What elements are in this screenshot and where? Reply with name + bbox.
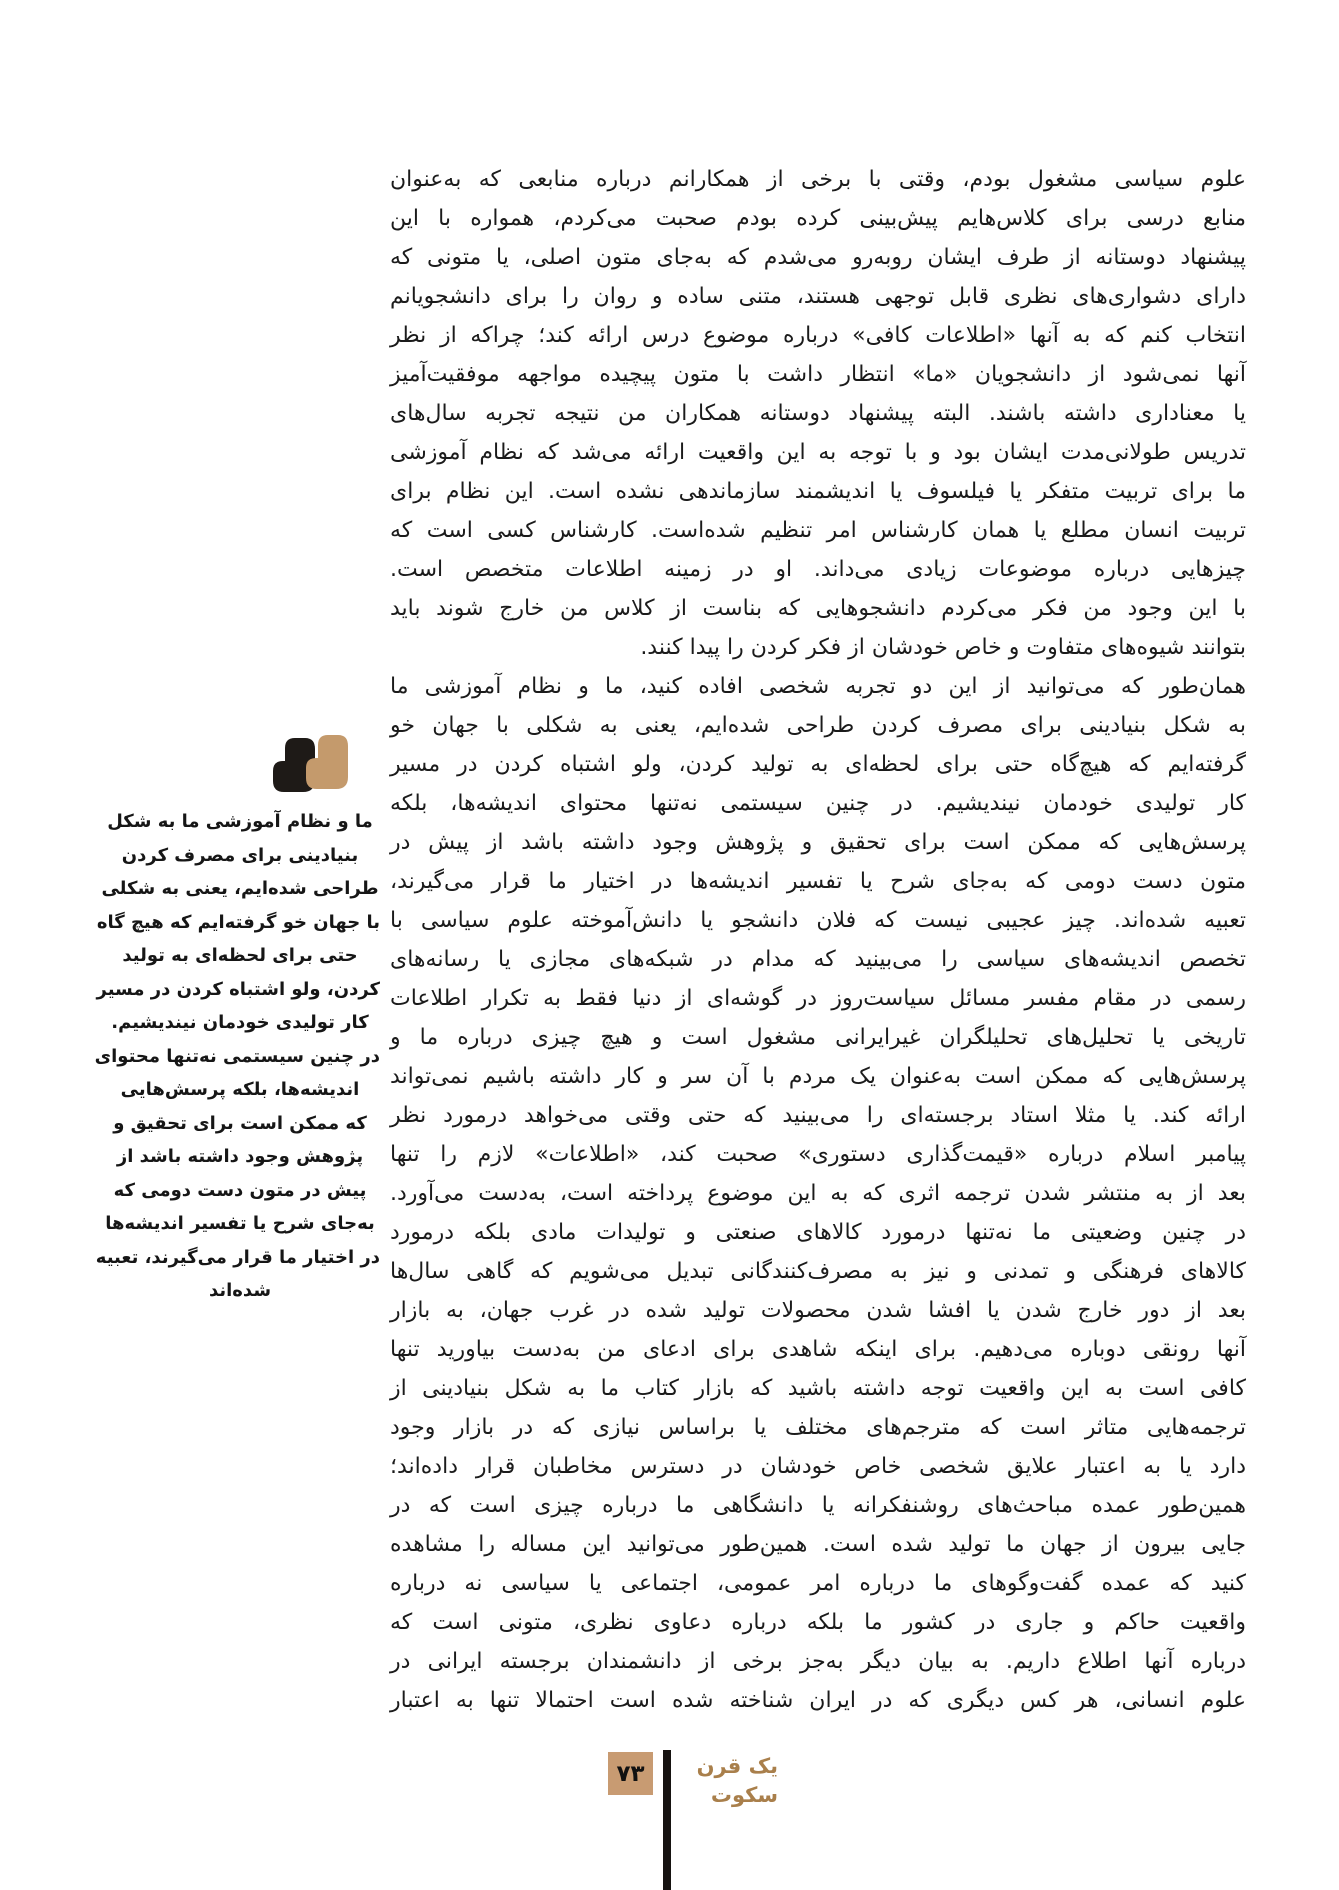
body-text-line: علوم سیاسی مشغول بودم، وقتی با برخی از همکارانم درباره منابعی که به‌عنوان [390, 167, 1246, 192]
body-text-line: همان‌طور که می‌توانید از این دو تجربه شخصی افاده کنید، ما و نظام آموزشی ما [390, 674, 1246, 699]
body-text-line: با این وجود من فکر می‌کردم دانشجوهایی که بناست از کلاس من خارج شوند باید [390, 596, 1246, 621]
body-text-line: کنید که عمده گفت‌وگوهای ما درباره امر عمومی، اجتماعی یا سیاسی نه درباره [390, 1571, 1246, 1596]
footer-divider-bar [663, 1750, 671, 1890]
body-text-line: بعد از به منتشر شدن ترجمه اثری که به این موضوع پرداخته است، به‌دست می‌آورد. [390, 1181, 1246, 1206]
pull-quote-line: بنیادینی برای مصرف کردن [121, 844, 359, 866]
body-text-line: به شکل بنیادینی برای مصرف کردن طراحی شده‌ایم، یعنی به شکلی با جهان خو [390, 713, 1246, 738]
page-number-badge [608, 1752, 653, 1795]
pull-quote-line: پیش در متون دست دومی که [113, 1179, 367, 1201]
body-text-line: بتوانند شیوه‌های متفاوت و خاص خودشان از فکر کردن را پیدا کنند. [640, 635, 1246, 660]
article-body-text [390, 160, 1246, 1720]
body-text-line: پرسش‌هایی که ممکن است برای تحقیق و پژوهش وجود داشته باشد از پیش در [390, 830, 1246, 855]
body-text-line: علوم انسانی، هر کس دیگری که در ایران شناخته شده است احتمالا تنها به اعتبار [390, 1688, 1246, 1713]
body-text-line: ارائه کند. یا مثلا استاد برجسته‌ای را می‌بینید که حتی وقتی می‌خواهد درمورد نظر [390, 1103, 1246, 1128]
body-text-line: پیشنهاد دوستانه از طرف ایشان روبه‌رو می‌شدم که به‌جای متون اصلی، یا متونی که [390, 245, 1246, 270]
pull-quote-line: طراحی شده‌ایم، یعنی به شکلی [101, 878, 379, 899]
body-text-line: ما برای تربیت متفکر یا فیلسوف یا اندیشمند سازماندهی نشده است. این نظام برای [390, 479, 1246, 504]
pull-quote-line: با جهان خو گرفته‌ایم که هیچ گاه [96, 911, 380, 933]
body-text-line: یا معناداری داشته باشند. البته پیشنهاد دوستانه همکاران من نتیجه تجربه سال‌های [390, 401, 1246, 426]
pull-quote-line: به‌جای شرح یا تفسیر اندیشه‌ها [105, 1213, 375, 1234]
body-text-line: چیزهایی درباره موضوعات زیادی می‌داند. او در زمینه اطلاعات متخصص است. [390, 557, 1246, 582]
body-text-line: متون دست دومی که به‌جای شرح یا تفسیر اندیشه‌ها در اختیار ما قرار می‌گیرند، [390, 869, 1246, 894]
pull-quote-line: کار تولیدی خودمان نیندیشیم. [111, 1012, 369, 1033]
body-text-line: تدریس طولانی‌مدت ایشان بود و با توجه به این واقعیت ارائه می‌شد که نظام آموزشی [390, 440, 1246, 465]
pull-quote-line: شده‌اند [208, 1280, 272, 1301]
body-text-line: ترجمه‌هایی متاثر است که مترجم‌های مختلف یا براساس نیازی که در بازار وجود [390, 1415, 1246, 1440]
quotation-marks-icon [273, 735, 348, 792]
body-text-line: آنها نمی‌شود از دانشجویان «ما» انتظار داشت با متون پیچیده مواجهه موفقیت‌آمیز [390, 362, 1246, 387]
body-text-line: درباره آنها اطلاع داریم. به بیان دیگر به‌جز برخی از دانشمندان برجسته ایرانی در [390, 1649, 1246, 1674]
body-text-line: کار تولیدی خودمان نیندیشیم. در چنین سیستمی نه‌تنها محتوای اندیشه‌ها، بلکه [390, 791, 1246, 816]
page-number: ۷۳ [616, 1760, 645, 1787]
pull-quote-block [94, 735, 380, 1301]
body-text-line: تخصص اندیشه‌های سیاسی را می‌بینید که مدام در شبکه‌های مجازی یا رسانه‌های [390, 947, 1246, 972]
pull-quote-line: که ممکن است برای تحقیق و [113, 1112, 367, 1134]
magazine-title-line1: یک قرن [696, 1754, 778, 1778]
body-text-line: دارای دشواری‌های نظری قابل توجهی هستند، متنی ساده و روان را برای دانشجویانم [390, 284, 1246, 309]
body-text-line: دارد یا به اعتبار علایق شخصی خاص خودشان در دسترس مخاطبان قرار داده‌اند؛ [390, 1454, 1246, 1479]
pull-quote-line: کردن، ولو اشتباه کردن در مسیر [96, 978, 380, 1000]
body-text-line: گرفته‌ایم که هیچ‌گاه حتی برای لحظه‌ای به تولید کردن، ولو اشتباه کردن در مسیر [390, 752, 1246, 777]
body-text-line: واقعیت حاکم و جاری در کشور ما بلکه درباره دعاوی نظری، متونی است که [390, 1610, 1246, 1635]
pull-quote-line: ما و نظام آموزشی ما به شکل [107, 811, 373, 832]
body-text-line: کافی است به این واقعیت توجه داشته باشید که بازار کتاب ما به شکل بنیادینی از [390, 1376, 1246, 1401]
body-text-line: بعد از دور خارج شدن یا افشا شدن محصولات تولید شده در غرب جهان، به بازار [390, 1298, 1246, 1323]
magazine-title [686, 1752, 778, 1810]
body-text-line: در چنین وضعیتی ما نه‌تنها درمورد کالاهای صنعتی و تولیدات مادی بلکه درمورد [390, 1220, 1246, 1245]
body-text-line: تعبیه شده‌اند. چیز عجیبی نیست که فلان دانشجو یا دانش‌آموخته علوم سیاسی با [390, 908, 1246, 933]
body-text-line: انتخاب کنم که به آنها «اطلاعات کافی» درباره موضوع درس ارائه کند؛ چراکه از نظر [390, 323, 1246, 348]
body-text-line: پرسش‌هایی که ممکن است به‌عنوان یک مردم با آن سر و کار داشته باشیم نمی‌تواند [390, 1064, 1246, 1089]
body-text-line: کالاهای فرهنگی و تمدنی و نیز به مصرف‌کنندگانی تبدیل می‌شویم که گاهی سال‌ها [390, 1259, 1246, 1284]
body-text-line: رسمی در مقام مفسر مسائل سیاست‌روز در گوشه‌ای از دنیا فقط به تکرار اطلاعات [390, 986, 1246, 1011]
body-text-line: آنها رونقی دوباره می‌دهیم. برای اینکه شاهدی برای ادعای من به‌دست بیاورید تنها [390, 1337, 1246, 1362]
pull-quote-line: پژوهش وجود داشته باشد از [116, 1146, 364, 1167]
pull-quote-text [94, 805, 380, 1308]
body-text-line: تاریخی یا تحلیل‌های تحلیلگران غیرایرانی مشغول است و هیچ چیزی درباره ما و [390, 1025, 1246, 1050]
pull-quote-line: حتی برای لحظه‌ای به تولید [122, 945, 358, 966]
pull-quote-line: در چنین سیستمی نه‌تنها محتوای [94, 1045, 380, 1067]
magazine-title-line2: سکوت [710, 1783, 778, 1807]
body-text-line: تربیت انسان مطلع یا همان کارشناس امر تنظیم شده‌است. کارشناس کسی است که [390, 518, 1246, 543]
pull-quote-line: در اختیار ما قرار می‌گیرند، تعبیه [95, 1246, 380, 1268]
body-text-line: منابع درسی برای کلاس‌هایم پیش‌بینی کرده بودم صحبت می‌کردم، همواره با این [390, 206, 1246, 231]
body-text-line: جایی بیرون از جهان ما تولید شده است. همین‌طور می‌توانید این مساله را مشاهده [390, 1532, 1246, 1557]
body-text-line: همین‌طور عمده مباحث‌های روشنفکرانه یا دانشگاهی ما درباره چیزی است که در [390, 1493, 1246, 1518]
body-text-line: پیامبر اسلام درباره «قیمت‌گذاری دستوری» صحبت کند، «اطلاعات» لازم را تنها [390, 1142, 1246, 1167]
pull-quote-line: اندیشه‌ها، بلکه پرسش‌هایی [120, 1079, 360, 1100]
